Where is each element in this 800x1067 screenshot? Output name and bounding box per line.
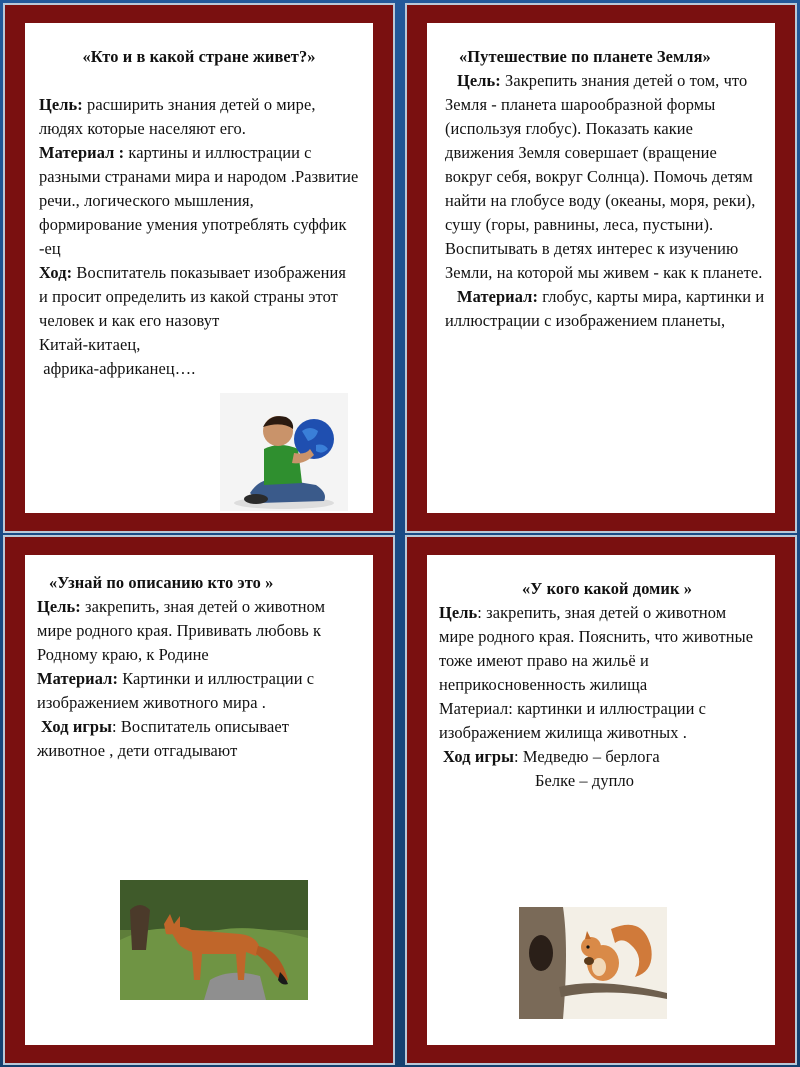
goal-label: Цель:	[457, 71, 501, 90]
goal-text: расширить знания детей о мире, людях которые населяют его.	[39, 95, 316, 138]
example-line-2: африка-африканец….	[39, 359, 196, 378]
card-countries-material	[39, 141, 359, 261]
material-text: Картинки и иллюстрации с изображением животного мира .	[37, 669, 315, 712]
material-label: Материал:	[457, 287, 539, 306]
course-text: : Медведю – берлога	[514, 747, 660, 766]
title-text: «Путешествие по планете Земля»	[459, 47, 711, 66]
material-label: Материал:	[37, 669, 119, 688]
card-animal-homes	[405, 535, 797, 1065]
example-line-2: Белке – дупло	[535, 771, 635, 790]
goal-text: : закрепить, зная детей о животном мире родного края. Пояснить, что животные тоже имеют право на жильё и неприкосновенность жилища	[439, 603, 754, 694]
card-planet-earth-title	[445, 45, 765, 69]
card-countries-goal	[39, 93, 359, 141]
card-animal-homes-course	[439, 745, 765, 769]
course-label: Ход:	[39, 263, 73, 282]
goal-text: закрепить, зная детей о животном мире родного края. Прививать любовь к Родному краю, к Родине	[37, 597, 326, 664]
card-planet-earth-content	[427, 23, 775, 513]
card-guess-animal-content	[25, 555, 373, 1045]
card-countries	[3, 3, 395, 533]
goal-label: Цель:	[39, 95, 83, 114]
example-line-1: Китай-китаец,	[39, 335, 141, 354]
goal-label: Цель:	[37, 597, 81, 616]
course-text: Воспитатель показывает изображения и просит определить из какой страны этот человек и как его назовут	[39, 263, 346, 330]
card-planet-earth-material	[445, 285, 765, 333]
card-guess-animal-material	[37, 667, 361, 715]
card-animal-homes-title: «У кого какой домик »	[521, 579, 693, 598]
card-guess-animal	[3, 535, 395, 1065]
course-label: Ход игры	[41, 717, 113, 736]
card-animal-homes-goal	[439, 601, 765, 697]
squirrel-image	[519, 907, 667, 1019]
card-animal-homes-content	[427, 555, 775, 1045]
card-countries-content	[25, 23, 373, 513]
material-label: Материал :	[39, 143, 125, 162]
card-countries-title: «Кто и в какой стране живет?»	[82, 47, 316, 66]
course-text: : Воспитатель описывает животное , дети отгадывают	[37, 717, 290, 760]
card-guess-animal-course	[37, 715, 361, 763]
card-planet-earth	[405, 3, 797, 533]
fox-image	[120, 880, 308, 1000]
card-guess-animal-title: «Узнай по описанию кто это »	[49, 573, 274, 592]
card-animal-homes-material: Материал: картинки и иллюстрации с изображением жилища животных .	[439, 699, 707, 742]
material-text: глобус, карты мира, картинки и иллюстрации с изображением планеты,	[445, 287, 765, 330]
card-countries-course	[39, 261, 359, 333]
card-planet-earth-goal	[445, 69, 765, 285]
material-text: картины и иллюстрации с разными странами мира и народом .Развитие речи., логического мышления, формирование умения употреблять суффик -ец	[39, 143, 359, 258]
goal-label: Цель	[439, 603, 478, 622]
goal-text: Закрепить знания детей о том, что Земля - планета шарообразной формы (используя глобус). Показать какие движения Земля совершает (вращение вокруг себя, вокруг Солнца). Помочь детям найти на глобусе воду (океаны, моря, реки), сушу (горы, равнины, леса, пустыни). Воспитывать в детях интерес к изучению Земли, на которой мы живем - как к планете.	[445, 71, 763, 282]
boy-with-globe-image	[220, 393, 348, 511]
card-guess-animal-goal	[37, 595, 361, 667]
course-label: Ход игры	[443, 747, 515, 766]
